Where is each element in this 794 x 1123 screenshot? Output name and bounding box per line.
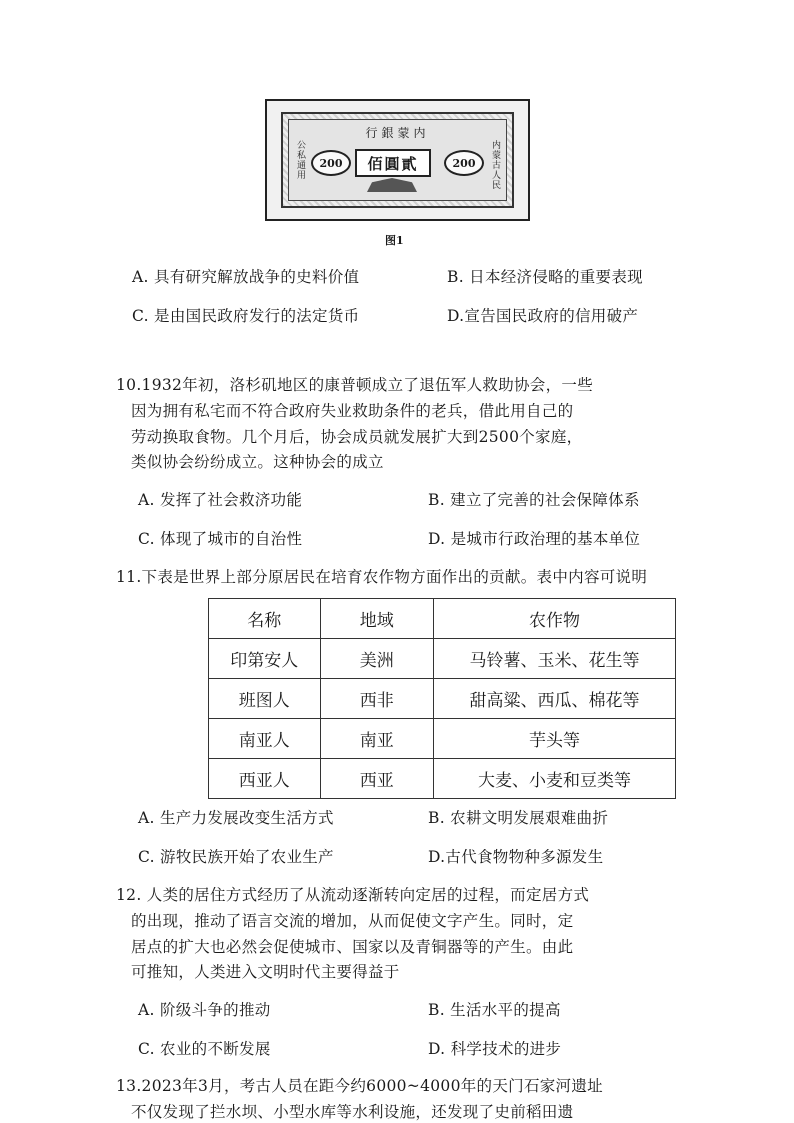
q13-stem-line-1: 13.2023年3月，考古人员在距今约6000~4000年的天门石家河遗址	[116, 1077, 603, 1095]
q11-option-c[interactable]: C. 游牧民族开始了农业生产	[138, 848, 334, 866]
q12-option-d[interactable]: D. 科学技术的进步	[428, 1040, 562, 1058]
banknote-value-right: 200	[444, 150, 484, 176]
banknote-value-left: 200	[311, 150, 351, 176]
banknote-center-text: 佰圓貳	[355, 149, 431, 177]
q10-option-d[interactable]: D. 是城市行政治理的基本单位	[428, 530, 641, 548]
q12-option-a[interactable]: A. 阶级斗争的推动	[138, 1001, 271, 1019]
table-cell: 芋头等	[434, 719, 676, 759]
table-row	[209, 679, 676, 719]
q12-stem-line-1: 12. 人类的居住方式经历了从流动逐渐转向定居的过程，而定居方式	[116, 886, 590, 904]
table-row	[209, 639, 676, 679]
q10-stem-line-3: 劳动换取食物。几个月后，协会成员就发展扩大到2500个家庭，	[131, 428, 583, 446]
table-cell: 西非	[320, 679, 434, 719]
table-cell: 西亚	[320, 759, 434, 799]
banknote-side-left: 公私通用	[295, 140, 305, 180]
q12-stem-line-3: 居点的扩大也必然会促使城市、国家以及青铜器等的产生。由此	[131, 938, 574, 956]
q11-option-a[interactable]: A. 生产力发展改变生活方式	[138, 809, 334, 827]
q9-option-a[interactable]: A. 具有研究解放战争的史料价值	[132, 268, 360, 286]
table-header-row	[209, 599, 676, 639]
table-cell: 南亚人	[209, 719, 321, 759]
table-cell: 甜高粱、西瓜、棉花等	[434, 679, 676, 719]
banknote-figure	[265, 99, 530, 221]
q12-stem-line-4: 可推知，人类进入文明时代主要得益于	[131, 963, 400, 981]
table-cell: 班图人	[209, 679, 321, 719]
table-cell: 西亚人	[209, 759, 321, 799]
q9-option-b[interactable]: B. 日本经济侵略的重要表现	[447, 268, 643, 286]
table-cell: 马铃薯、玉米、花生等	[434, 639, 676, 679]
q11-option-d[interactable]: D.古代食物物种多源发生	[428, 848, 604, 866]
q13-stem-line-2: 不仅发现了拦水坝、小型水库等水利设施，还发现了史前稻田遗	[131, 1103, 574, 1121]
crops-table	[208, 598, 676, 799]
q9-option-c[interactable]: C. 是由国民政府发行的法定货币	[132, 307, 360, 325]
q12-stem-line-2: 的出现，推动了语言交流的增加，从而促使文字产生。同时，定	[131, 912, 574, 930]
q10-stem-line-2: 因为拥有私宅而不符合政府失业救助条件的老兵，借此用自己的	[131, 402, 574, 420]
q10-option-c[interactable]: C. 体现了城市的自治性	[138, 530, 303, 548]
q10-stem-line-1: 10.1932年初，洛杉矶地区的康普顿成立了退伍军人救助协会，一些	[116, 376, 593, 394]
q9-option-d[interactable]: D.宣告国民政府的信用破产	[447, 307, 639, 325]
banknote-bank-name: 行銀蒙内	[365, 126, 430, 140]
q10-stem-line-4: 类似协会纷纷成立。这种协会的成立	[131, 453, 384, 471]
table-header-region: 地域	[320, 599, 434, 639]
table-row	[209, 759, 676, 799]
banknote-building-emblem	[367, 178, 417, 192]
table-cell: 大麦、小麦和豆类等	[434, 759, 676, 799]
q10-option-a[interactable]: A. 发挥了社会救济功能	[138, 491, 303, 509]
figure-caption: 图1	[385, 234, 404, 247]
q11-stem: 11.下表是世界上部分原居民在培育农作物方面作出的贡献。表中内容可说明	[116, 568, 648, 586]
table-cell: 印第安人	[209, 639, 321, 679]
q11-option-b[interactable]: B. 农耕文明发展艰难曲折	[428, 809, 609, 827]
table-header-crops: 农作物	[434, 599, 676, 639]
table-row	[209, 719, 676, 759]
q12-option-c[interactable]: C. 农业的不断发展	[138, 1040, 271, 1058]
q12-option-b[interactable]: B. 生活水平的提高	[428, 1001, 561, 1019]
banknote-side-right: 内蒙古人民	[490, 140, 500, 190]
q10-option-b[interactable]: B. 建立了完善的社会保障体系	[428, 491, 640, 509]
table-cell: 南亚	[320, 719, 434, 759]
table-header-name: 名称	[209, 599, 321, 639]
table-cell: 美洲	[320, 639, 434, 679]
